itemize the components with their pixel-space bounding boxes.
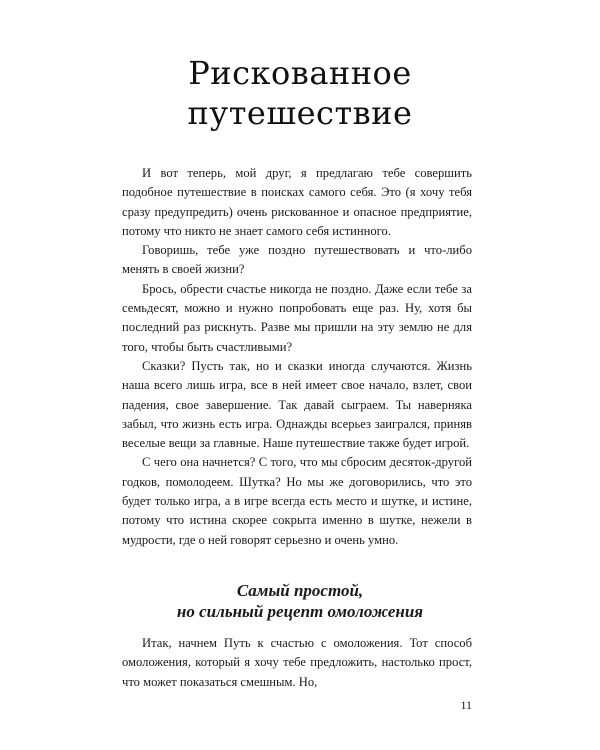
paragraph-3: Брось, обрести счастье никогда не поздно. Даже если тебе за семьдесят, можно и нужно попробовать еще раз. Ну, хотя бы последний раз рискнуть. Разве мы пришли на эту землю не для того, чтобы быть счастливыми?	[122, 281, 472, 354]
body-text-after-subheading	[122, 634, 472, 692]
body-text	[122, 164, 472, 550]
page-number: 11	[460, 698, 472, 712]
paragraph-1: И вот теперь, мой друг, я предлагаю тебе совершить подобное путешествие в поисках самого себя. Это (я хочу тебя сразу предупредить) очень рискованное и опасное предприятие, потому что никто не знает самого себя истинного.	[122, 166, 472, 238]
paragraph-4: Сказки? Пусть так, но и сказки иногда случаются. Жизнь наша всего лишь игра, все в ней имеет свое начало, взлет, свои падения, свое завершение. Так давай сыграем. Ты наверняка забыл, что жизнь есть игра. Однажды всерьез заигрался, приняв веселые вещи за главные. Наше путешествие также будет игрой.	[122, 358, 472, 451]
chapter-title-line-1: Рискованное	[188, 54, 412, 92]
paragraph-2: Говоришь, тебе уже поздно путешествовать и что-либо менять в своей жизни?	[122, 243, 472, 277]
section-subheading	[0, 580, 600, 622]
subheading-line-2: но сильный рецепт омоложения	[176, 602, 424, 621]
paragraph-5: С чего она начнется? С того, что мы сбросим десяток-другой годков, помолодеем. Шутка? Но мы же договорились, что это будет только игра, а в игре всегда есть место и шутке, и истине, потому что истина скорее сокрыта именно в шутке, нежели в мудрости, где о ней говорят серьезно и очень умно.	[122, 455, 472, 547]
chapter-title-line-2: путешествие	[187, 94, 413, 132]
paragraph-6: Итак, начнем Путь к счастью с омоложения. Тот способ омоложения, который я хочу тебе предложить, настолько прост, что может показаться смешным. Но,	[122, 636, 472, 689]
subheading-line-1: Самый простой,	[236, 581, 364, 600]
